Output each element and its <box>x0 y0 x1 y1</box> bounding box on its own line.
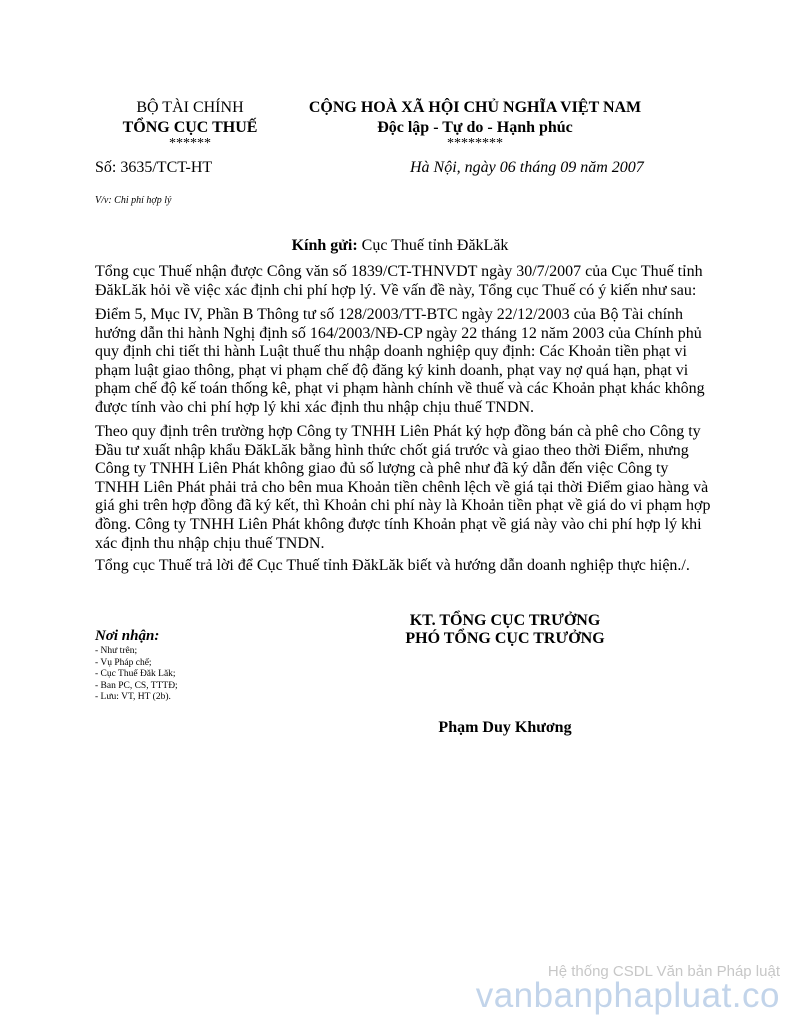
body-paragraph-2: Điểm 5, Mục IV, Phần B Thông tư số 128/2003/TT-BTC ngày 22/12/2003 của Bộ Tài chính hướng dẫn thi hành Nghị định số 164/2003/NĐ-CP ngày 22 tháng 12 năm 2003 của Chính phủ quy định chi tiết thi hành Luật thuế thu nhập doanh nghiệp quy định: Các Khoản tiền phạt vi phạm luật giao thông, phạt vi phạm chế độ đăng ký kinh doanh, phạt vay nợ quá hạn, phạt vi phạm chế độ kế toán thống kê, phạt vi phạm hành chính về thuế và các Khoản phạt khác không được tính vào chi phí hợp lý khi xác định thu nhập chịu thuế TNDN. <box>95 306 705 416</box>
issuer-stars: ****** <box>169 136 211 151</box>
issuer-block <box>95 98 285 150</box>
signature-title-2: PHÓ TỔNG CỤC TRƯỞNG <box>405 630 605 647</box>
department-name: TỔNG CỤC THUẾ <box>122 119 258 136</box>
recipient-name: Cục Thuế tỉnh ĐăkLăk <box>361 237 509 254</box>
signature-title-1: KT. TỔNG CỤC TRƯỞNG <box>409 612 601 629</box>
document-subject: V/v: Chi phí hợp lý <box>95 195 172 206</box>
motto-stars: ******** <box>447 136 503 151</box>
recipient-item: - Lưu: VT, HT (2b). <box>95 692 171 703</box>
recipient-item: - Cục Thuế Đăk Lăk; <box>95 669 176 680</box>
watermark-site: vanbanphapluat.co <box>475 976 780 1015</box>
recipient-label: Kính gửi: <box>291 237 358 254</box>
document-date: Hà Nội, ngày 06 tháng 09 năm 2007 <box>410 159 644 176</box>
recipients-title: Nơi nhận: <box>95 628 160 644</box>
signer-name: Phạm Duy Khương <box>438 719 572 736</box>
body-paragraph-4: Tổng cục Thuế trả lời để Cục Thuế tỉnh ĐăkLăk biết và hướng dẫn doanh nghiệp thực hiện./. <box>95 557 690 574</box>
recipients-list <box>95 646 178 704</box>
document-number: Số: 3635/TCT-HT <box>95 159 213 176</box>
recipient-item: - Ban PC, CS, TTTĐ; <box>95 680 178 691</box>
recipient-item: - Vụ Pháp chế; <box>95 657 152 668</box>
national-title-block <box>305 98 645 150</box>
watermark-caption: Hệ thống CSDL Văn bản Pháp luật <box>547 963 780 980</box>
recipient-line <box>0 237 800 255</box>
national-motto: Độc lập - Tự do - Hạnh phúc <box>377 119 573 136</box>
body-paragraph-3: Theo quy định trên trường hợp Công ty TNHH Liên Phát ký hợp đồng bán cà phê cho Công ty Đầu tư xuất nhập khẩu ĐăkLăk bằng hình thức chốt giá trước và giao theo thời Điểm, nhưng Công ty TNHH Liên Phát không giao đủ số lượng cà phê như đã ký dẫn đến việc Công ty TNHH Liên Phát phải trả cho bên mua Khoản tiền chênh lệch về giá tại thời Điểm giao hàng và giá ghi trên hợp đồng đã ký kết, thì Khoản chi phí này là Khoản tiền phạt về giá do vi phạm hợp đồng. Công ty TNHH Liên Phát không được tính Khoản phạt về giá này vào chi phí hợp lý khi xác định thu nhập chịu thuế TNDN. <box>95 423 711 552</box>
recipient-item: - Như trên; <box>95 646 138 656</box>
country-name: CỘNG HOÀ XÃ HỘI CHỦ NGHĨA VIỆT NAM <box>308 99 642 116</box>
ministry-name: BỘ TÀI CHÍNH <box>136 99 244 116</box>
body-paragraph-1: Tổng cục Thuế nhận được Công văn số 1839/CT-THNVDT ngày 30/7/2007 của Cục Thuế tỉnh ĐăkLăk hỏi về việc xác định chi phí hợp lý. Về vấn đề này, Tổng cục Thuế có ý kiến như sau: <box>95 263 703 299</box>
